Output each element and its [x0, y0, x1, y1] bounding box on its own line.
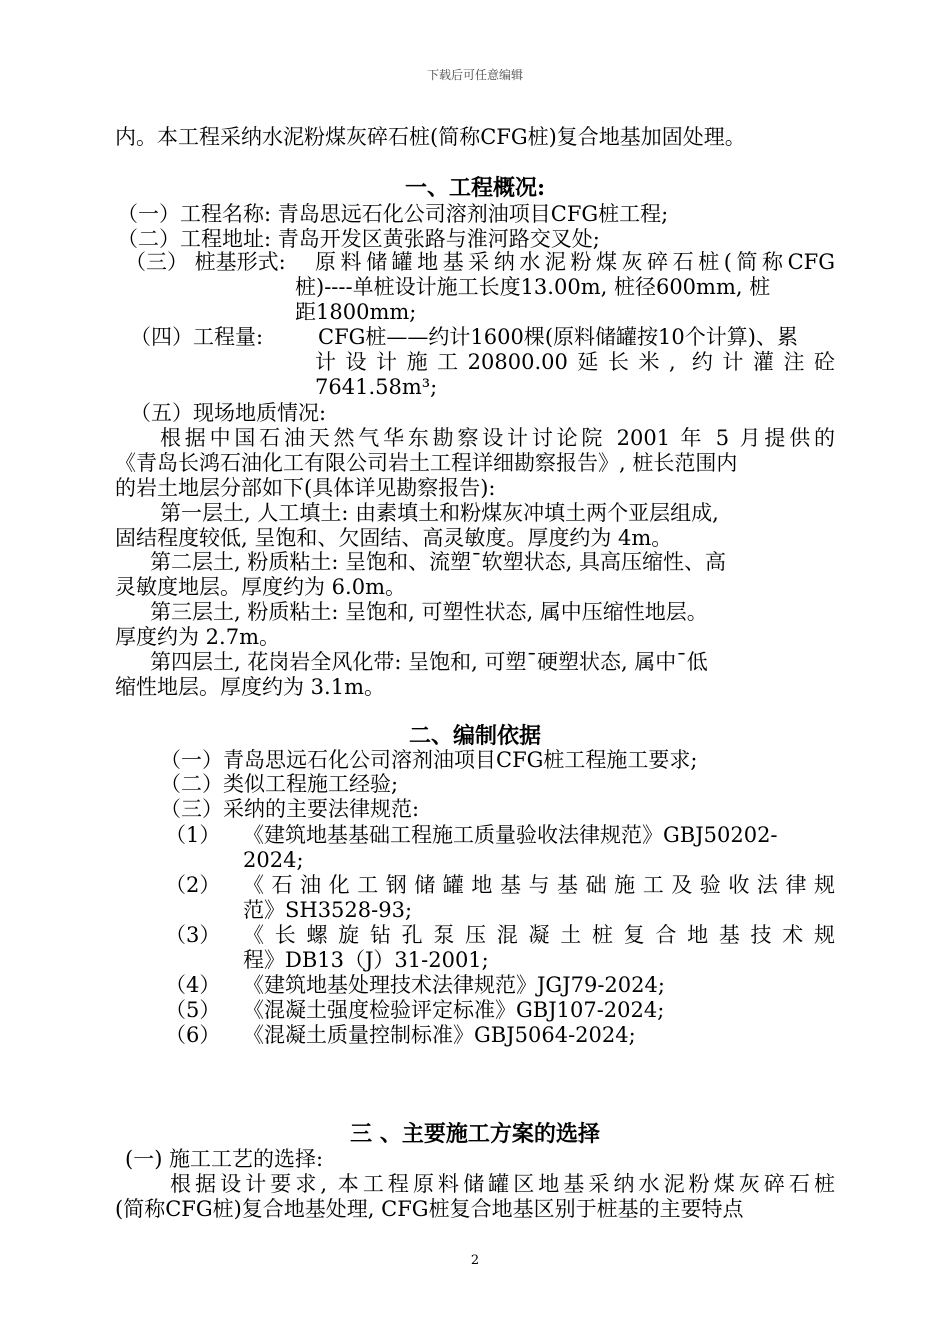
s1-item2: （二）工程地址: 青岛开发区黄张路与淮河路交叉处;: [117, 227, 600, 251]
section1-heading: 一、工程概况:: [404, 175, 546, 201]
s1-item3-line3: 距1800mm;: [295, 300, 417, 324]
section3-heading: 三 、主要施工方案的选择: [350, 1121, 600, 1147]
s3-para-line1: 根据设计要求, 本工程原料储罐区地基采纳水泥粉煤灰碎石桩: [170, 1172, 835, 1196]
s1-item4-line1: CFG桩——约计1600棵(原料储罐按10个计算)、累: [318, 325, 798, 349]
s1-layer1-line1: 第一层土, 人工填土: 由素填土和粉煤灰冲填土两个亚层组成,: [160, 501, 719, 525]
s1-layer4-line2: 缩性地层。厚度约为 3.1m。: [115, 675, 385, 699]
ref-1-line1: 《建筑地基基础工程施工质量验收法律规范》GBJ50202-: [243, 823, 778, 847]
s3-para-line2: (简称CFG桩)复合地基处理, CFG桩复合地基区别于桩基的主要特点: [115, 1197, 744, 1221]
section2-heading: 二、编制依据: [408, 723, 541, 749]
ref-4-num: （4）: [165, 973, 221, 997]
s2-item1: （一）青岛思远石化公司溶剂油项目CFG桩工程施工要求;: [160, 748, 698, 772]
s1-layer4-line1: 第四层土, 花岗岩全风化带: 呈饱和, 可塑¯硬塑状态, 属中¯低: [150, 650, 708, 674]
s1-item3-line2: 桩)----单桩设计施工长度13.00m, 桩径600mm, 桩: [295, 275, 771, 299]
s1-item5: （五）现场地质情况:: [130, 401, 327, 425]
s2-item3: （三）采纳的主要法律规范:: [160, 797, 420, 821]
s1-layer2-line1: 第二层土, 粉质粘土: 呈饱和、流塑¯软塑状态, 具高压缩性、高: [150, 550, 726, 574]
s2-item2: （二）类似工程施工经验;: [160, 772, 399, 796]
ref-2-num: （2）: [165, 873, 221, 897]
ref-5-num: （5）: [165, 998, 221, 1022]
s1-para1-line2: 《青岛长鸿石油化工有限公司岩土工程详细勘察报告》, 桩长范围内: [115, 451, 738, 475]
ref-2-line1: 《石油化工钢储罐地基与基础施工及验收法律规: [243, 873, 835, 897]
s1-item3-label: （三） 桩基形式:: [125, 250, 286, 274]
s1-layer3-line2: 厚度约为 2.7m。: [115, 625, 280, 649]
s1-item4-label: （四）工程量:: [130, 325, 264, 349]
s3-item1: (一) 施工工艺的选择:: [125, 1147, 324, 1171]
s1-item3-line1: 原料储罐地基采纳水泥粉煤灰碎石桩(简称CFG: [315, 250, 835, 274]
ref-1-num: （1）: [165, 823, 221, 847]
ref-3-line1: 《长螺旋钻孔泵压混凝土桩复合地基技术规: [243, 923, 835, 947]
ref-6-num: （6）: [165, 1023, 221, 1047]
ref-1-line2: 2024;: [243, 848, 304, 872]
ref-3-line2: 程》DB13（J）31-2001;: [243, 948, 489, 972]
s1-item1: （一）工程名称: 青岛思远石化公司溶剂油项目CFG桩工程;: [117, 202, 669, 226]
s1-para1-line1: 根据中国石油天然气华东勘察设计讨论院 2001 年 5 月提供的: [160, 426, 835, 450]
page-header: 下载后可任意编辑: [426, 68, 523, 82]
ref-6-line1: 《混凝土质量控制标准》GBJ5064-2024;: [243, 1023, 636, 1047]
s1-item4-line2: 计设计施工20800.00延长米, 约计灌注砼: [315, 350, 835, 374]
page-number: 2: [470, 1253, 480, 1268]
ref-5-line1: 《混凝土强度检验评定标准》GBJ107-2024;: [243, 998, 665, 1022]
intro-line: 内。本工程采纳水泥粉煤灰碎石桩(简称CFG桩)复合地基加固处理。: [115, 125, 746, 149]
s1-item4-line3: 7641.58m³;: [315, 375, 438, 399]
ref-3-num: （3）: [165, 923, 221, 947]
s1-layer2-line2: 灵敏度地层。厚度约为 6.0m。: [115, 575, 406, 599]
s1-para1-line3: 的岩土地层分部如下(具体详见勘察报告):: [115, 476, 496, 500]
s1-layer1-line2: 固结程度较低, 呈饱和、欠固结、高灵敏度。厚度约为 4m。: [115, 526, 673, 550]
ref-4-line1: 《建筑地基处理技术法律规范》JGJ79-2024;: [243, 973, 665, 997]
ref-2-line2: 范》SH3528-93;: [243, 898, 413, 922]
s1-layer3-line1: 第三层土, 粉质粘土: 呈饱和, 可塑性状态, 属中压缩性地层。: [150, 600, 708, 624]
